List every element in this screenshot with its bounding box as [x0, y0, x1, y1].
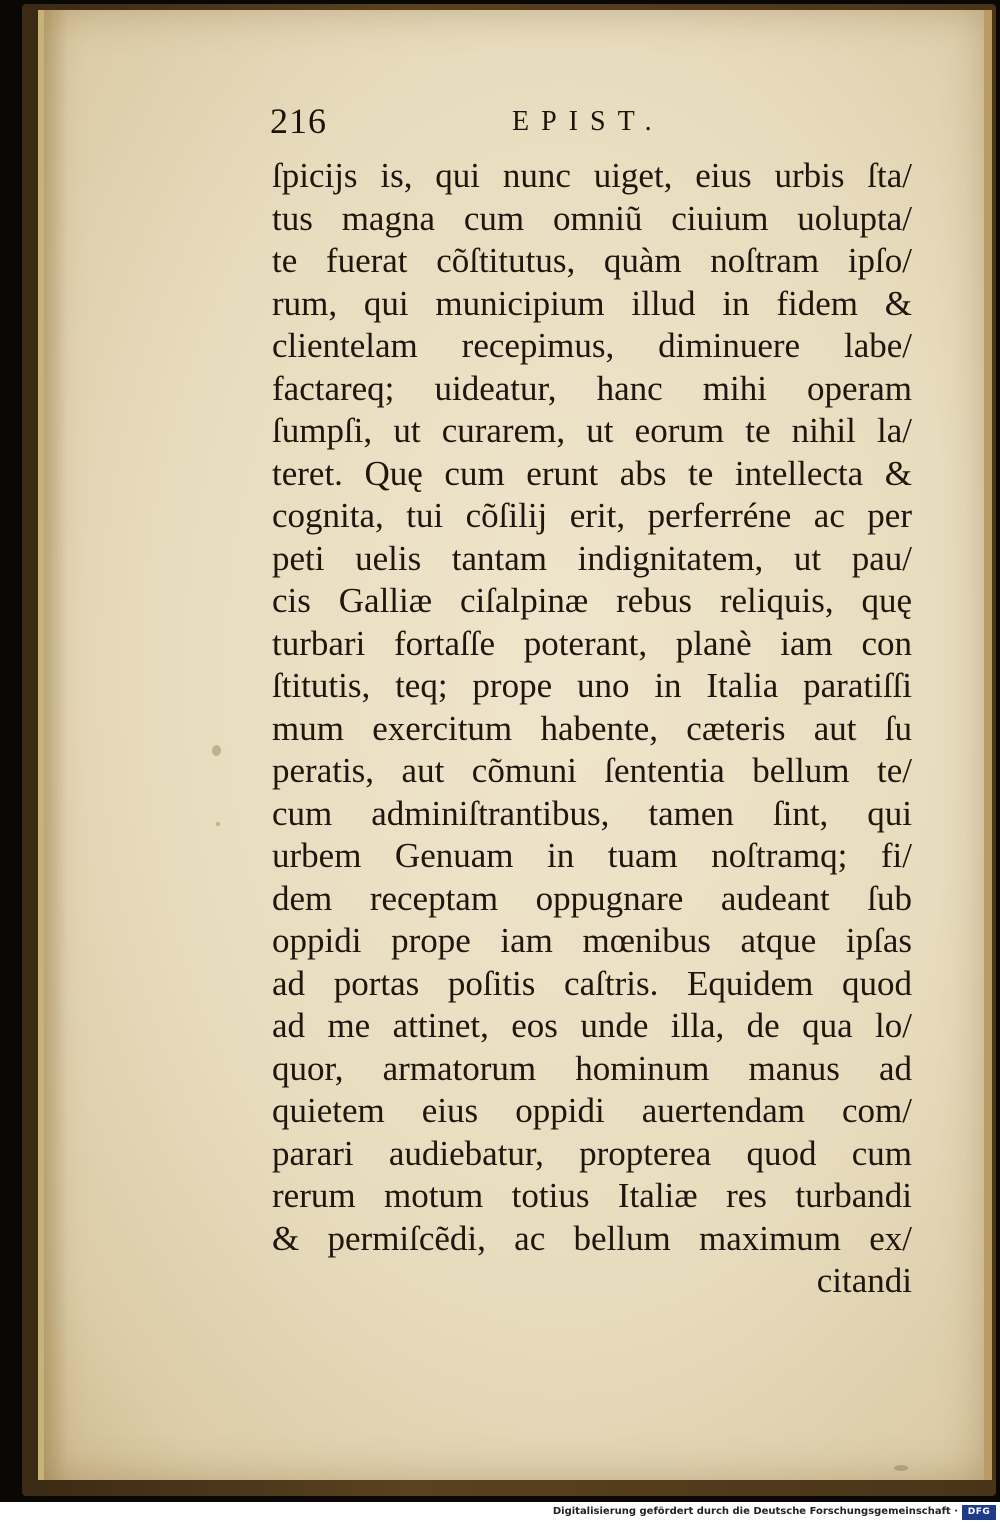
text-line: ad me attinet, eos unde illa, de qua lo/: [272, 1006, 912, 1045]
page-number: 216: [270, 101, 327, 141]
text-line: tus magna cum omniũ ciuium uolupta/: [272, 198, 912, 238]
text-line: mum exercitum habente, cæteris aut ſu: [272, 708, 912, 748]
page-header: [270, 100, 690, 140]
text-line: rum, qui municipium illud in fidem &: [272, 283, 912, 323]
text-line: urbem Genuam in tuam noſtramq; fi/: [272, 836, 912, 875]
text-line: peratis, aut cõmuni ſententia bellum te/: [272, 751, 912, 790]
paper-stain: [894, 1465, 908, 1471]
text-line: cum adminiſtrantibus, tamen ſint, qui: [272, 793, 912, 833]
text-line: te fuerat cõſtitutus, quàm noſtram ipſo/: [272, 241, 912, 280]
text-line: peti uelis tantam indignitatem, ut pau/: [272, 538, 912, 578]
text-line: factareq; uideatur, hanc mihi operam: [272, 368, 912, 408]
text-line: clientelam recepimus, diminuere labe/: [272, 326, 912, 365]
body-text: [272, 155, 912, 1303]
text-line: cognita, tui cõſilij erit, perferréne ac per: [272, 496, 912, 535]
text-line: ſtitutis, teq; prope uno in Italia paratiſſi: [272, 666, 912, 705]
text-line: quietem eius oppidi auertendam com/: [272, 1091, 912, 1130]
text-line: dem receptam oppugnare audeant ſub: [272, 878, 912, 918]
catchword: citandi: [816, 1261, 912, 1300]
digitization-footer: [0, 1502, 1000, 1524]
text-line: quor, armatorum hominum manus ad: [272, 1048, 912, 1088]
paper-stain: [212, 745, 221, 756]
text-line: ad portas poſitis caſtris. Equidem quod: [272, 963, 912, 1003]
text-line: ſumpſi, ut curarem, ut eorum te nihil la/: [272, 411, 912, 450]
text-line: turbari fortaſſe poterant, planè iam con: [272, 623, 912, 663]
funding-credit: Digitalisierung gefördert durch die Deutsche Forschungsgemeinschaft ·: [552, 1506, 958, 1517]
text-line: teret. Quę cum erunt abs te intellecta &: [272, 453, 912, 493]
text-line: parari audiebatur, propterea quod cum: [272, 1133, 912, 1173]
text-line: rerum motum totius Italiæ res turbandi: [272, 1176, 912, 1215]
text-line: ſpicijs is, qui nunc uiget, eius urbis ſta/: [272, 156, 912, 195]
text-line: cis Galliæ ciſalpinæ rebus reliquis, quę: [272, 581, 912, 620]
dfg-logo: DFG: [962, 1505, 996, 1520]
paper-stain: [216, 822, 220, 826]
text-line: oppidi prope iam mœnibus atque ipſas: [272, 921, 912, 960]
running-head: EPIST.: [512, 106, 664, 137]
text-line: & permiſcẽdi, ac bellum maximum ex/: [272, 1218, 912, 1258]
